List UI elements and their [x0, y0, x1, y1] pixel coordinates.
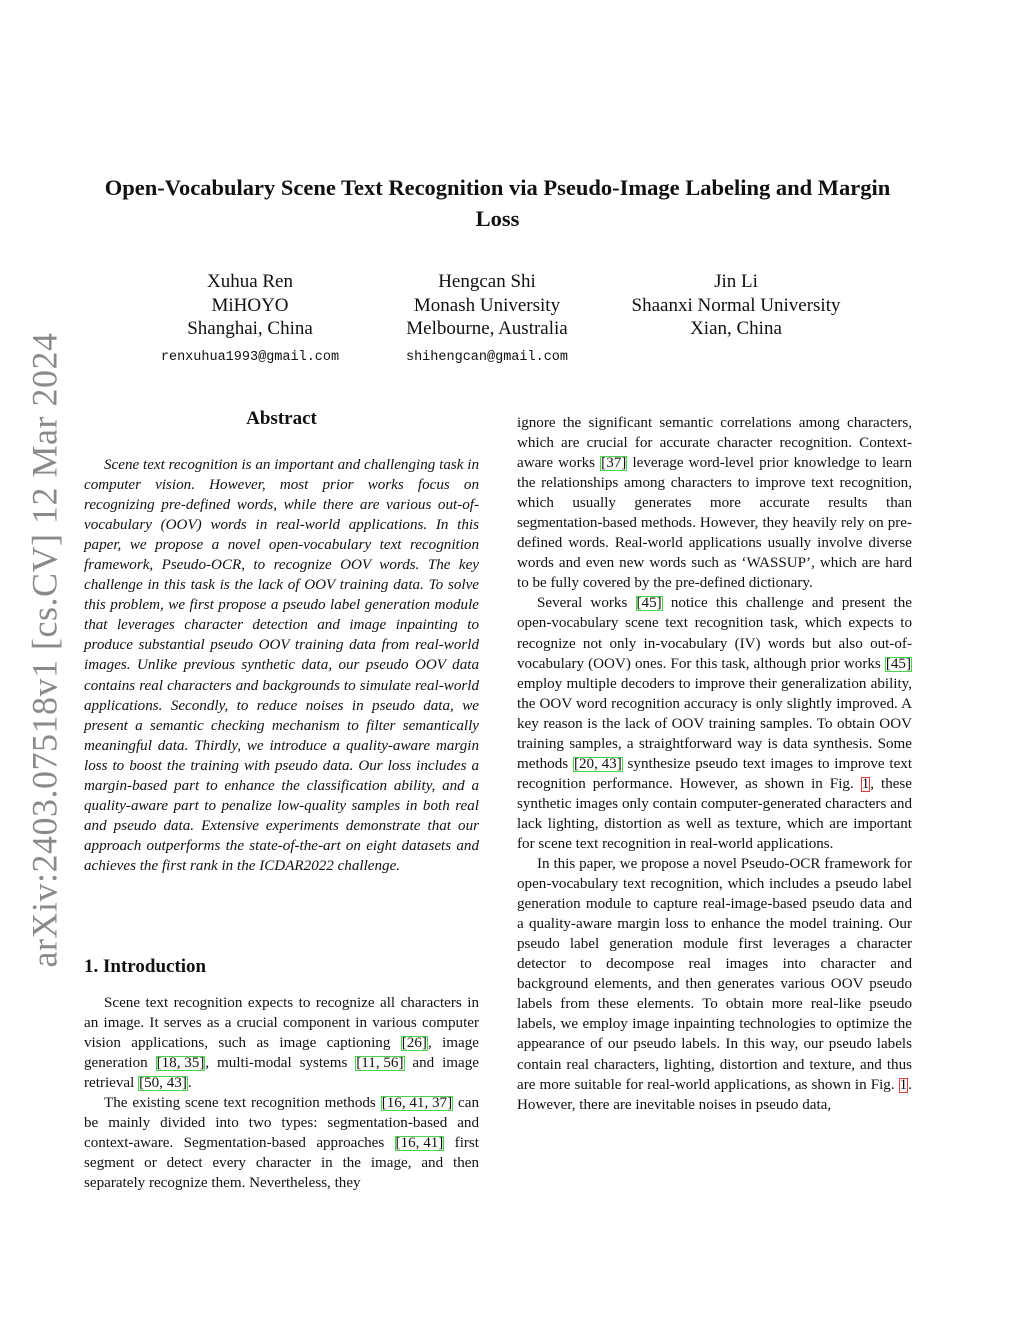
citation-link[interactable]: [50, 43] — [139, 1075, 187, 1092]
author-affiliation: MiHOYO — [211, 294, 289, 316]
author-email[interactable]: renxuhua1993@gmail.com — [160, 349, 340, 365]
paper-title: Open-Vocabulary Scene Text Recognition via Pseudo-Image Labeling and Margin Loss — [104, 175, 891, 231]
author-block-2 — [387, 270, 587, 369]
abstract-heading: Abstract — [246, 408, 317, 429]
author-location: Melbourne, Australia — [406, 318, 568, 339]
citation-link[interactable]: [18, 35] — [156, 1055, 205, 1072]
figure-reference-link[interactable]: 1 — [899, 1076, 908, 1093]
abstract-paragraph: Scene text recognition is an important and challenging task in computer vision. However, most prior works focus on recognizing pre-defined words, while there are various out-of-vocabulary (OOV) words in real-world applications. In this paper, we propose a novel open-vocabulary text recognition framework, Pseudo-OCR, to recognize OOV words. The key challenge in this task is the lack of OOV training data. To solve this problem, we first propose a pseudo label generation module that leverages character detection and image inpainting to produce substantial pseudo OOV training data from real-world images. Unlike previous synthetic data, our pseudo OOV data contains real characters and backgrounds to simulate real-world applications. Secondly, to reduce noises in pseudo data, we present a semantic checking mechanism to filter semantically meaningful data. Thirdly, we introduce a quality-aware margin loss to boost the training with pseudo data. Our loss includes a margin-based part to enhance the classification ability, and a quality-aware part to penalize low-quality samples in both real and pseudo data. Extensive experiments demonstrate that our approach outperforms the state-of-the-art on eight datasets and achieves the first rank in the ICDAR2022 challenge. — [84, 457, 479, 874]
right-column-body — [517, 413, 912, 1115]
figure-reference-link[interactable]: 1 — [861, 775, 870, 792]
intro-paragraph-2: The existing scene text recognition methods [16, 41, 37] can be mainly divided into two types: segmentation-based and context-aware. Segmentation-based approaches [16, 41] first segment or detect every character in the image, and then separately recognize them. Nevertheless, they — [84, 1095, 479, 1192]
right-paragraph-2: Several works [45] notice this challenge and present the open-vocabulary scene text recognition task, which expects to recognize not only in-vocabulary (IV) words but also out-of-vocabulary (OOV) ones. For this task, although prior works [45] employ multiple decoders to improve their generalization ability, the OOV word recognition accuracy is only slightly improved. A key reason is the lack of OOV training samples. To obtain OOV training samples, a straightforward way is data synthesis. Some methods [20, 43] synthesize pseudo text images to improve text recognition performance. However, as shown in Fig. 1, these synthetic images only contain computer-generated characters and lack lighting, distortion as well as texture, which are important for scene text recognition in real-world applications. — [517, 595, 913, 852]
author-location: Shanghai, China — [187, 318, 313, 339]
author-affiliation: Shaanxi Normal University — [631, 294, 841, 316]
citation-link[interactable]: [20, 43] — [573, 755, 622, 772]
author-block-1 — [150, 270, 350, 369]
author-email[interactable]: shihengcan@gmail.com — [405, 349, 569, 365]
citation-link[interactable]: [11, 56] — [356, 1055, 404, 1072]
intro-paragraph-1: Scene text recognition expects to recognize all characters in an image. It serves as a crucial component in various computer vision applications, such as image captioning [26], image generation [18, 35], multi-modal systems [11, 56] and image retrieval [50, 43]. — [84, 995, 479, 1092]
right-paragraph-1: ignore the significant semantic correlations among characters, which are crucial for accurate character recognition. Context-aware works [37] leverage word-level prior knowledge to learn the relationships among characters to improve text recognition, which usually generates more accurate results than segmentation-based methods. However, they heavily rely on pre-defined words. Real-world applications usually involve diverse words and even new words such as ‘WASSUP’, which are hard to be fully covered by the pre-defined dictionary. — [517, 415, 913, 592]
author-location: Xian, China — [690, 318, 782, 339]
author-block-3 — [616, 270, 856, 341]
arxiv-stamp — [20, 332, 68, 968]
right-paragraph-3: In this paper, we propose a novel Pseudo-OCR framework for open-vocabulary text recognition, which includes a pseudo label generation module to capture real-image-based pseudo data and a quality-aware margin loss to enhance the model training. Our pseudo label generation module first leverages a character detector to decompose real images into character and background elements, and then generates various OOV pseudo labels from these elements. To obtain more real-like pseudo labels, we employ image inpainting technologies to optimize the appearance of our pseudo labels. In this way, our pseudo labels contain real characters, lighting, distortion and texture, and thus are more suitable for real-world applications, as shown in Fig. 1. However, there are inevitable noises in pseudo data, — [517, 856, 912, 1113]
author-name: Hengcan Shi — [438, 271, 536, 292]
abstract-body — [84, 455, 479, 876]
author-name: Xuhua Ren — [206, 271, 293, 292]
author-name: Jin Li — [714, 271, 758, 292]
author-affiliation: Monash University — [413, 294, 561, 316]
section-heading-introduction: 1. Introduction — [84, 956, 207, 977]
citation-link[interactable]: [16, 41, 37] — [381, 1095, 453, 1112]
citation-link[interactable]: [37] — [601, 455, 627, 472]
arxiv-identifier: arXiv:2403.07518v1 [cs.CV] 12 Mar 2024 — [24, 332, 65, 968]
introduction-body — [84, 993, 479, 1193]
citation-link[interactable]: [45] — [636, 595, 662, 612]
citation-link[interactable]: [26] — [401, 1035, 427, 1052]
citation-link[interactable]: [16, 41] — [395, 1135, 444, 1152]
citation-link[interactable]: [45] — [885, 655, 911, 672]
